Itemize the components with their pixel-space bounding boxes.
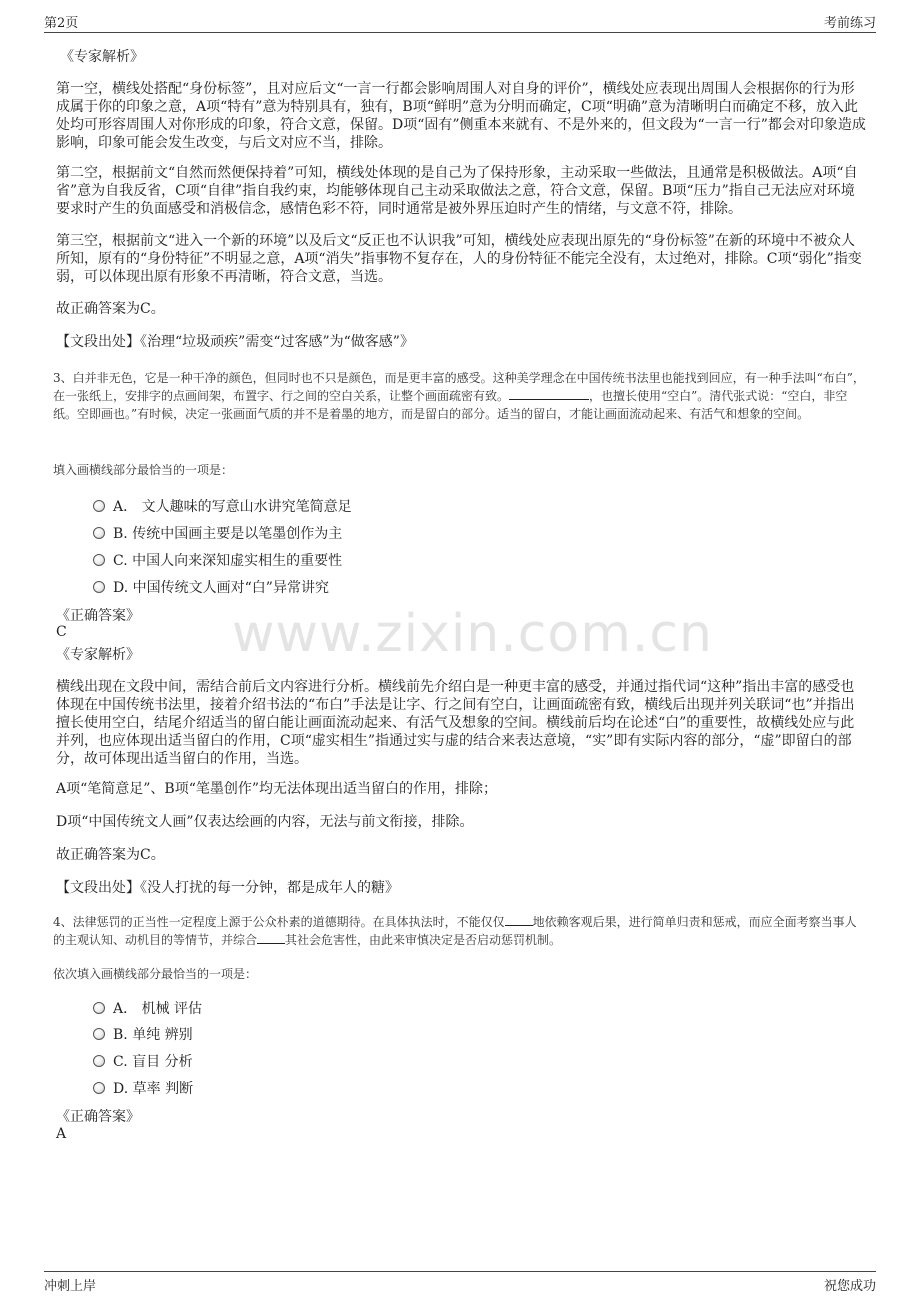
source-citation: 【文段出处】《没人打扰的每一分钟，都是成年人的糖》 (56, 880, 399, 896)
answer-blank (257, 931, 285, 944)
option-b[interactable]: B. 单纯 辨别 (93, 1024, 193, 1044)
radio-icon[interactable] (93, 500, 105, 512)
radio-icon[interactable] (93, 1082, 105, 1094)
question-3-text: 3、白并非无色，它是一种干净的颜色，但同时也不只是颜色，而是更丰富的感受。这种美学理念在中国传统书法里也能找到回应，有一种手法叫“布白”，在一张纸上，安排字的点画间架，布置字、行之间的空白关系，让整个画面疏密有致。 ，也擅长使用“空白”。清代张式说：“空白，非空纸。空即画也。”有时候，决定一张画面气质的并不是着墨的地方，而是留白的部分。适当的留白，才能让画面流动起来、有活气和想象的空间。 (53, 371, 865, 421)
option-d[interactable]: D. 草率 判断 (93, 1078, 193, 1098)
correct-answer-value: C (56, 624, 67, 640)
radio-icon[interactable] (93, 1002, 105, 1014)
option-c[interactable]: C. 中国人向来深知虚实相生的重要性 (93, 550, 342, 570)
option-b[interactable]: B. 传统中国画主要是以笔墨创作为主 (93, 523, 342, 543)
analysis-paragraph: D项“中国传统文人画”仅表达绘画的内容，无法与前文衔接，排除。 (56, 814, 474, 830)
radio-icon[interactable] (93, 554, 105, 566)
footer-right-text: 祝您成功 (823, 1279, 876, 1294)
option-d[interactable]: D. 中国传统文人画对“白”异常讲究 (93, 577, 329, 597)
expert-analysis-label: 《专家解析》 (60, 49, 144, 65)
expert-analysis-label: 《专家解析》 (56, 647, 140, 663)
correct-answer-label: 《正确答案》 (56, 608, 140, 624)
header-title: 考前练习 (823, 16, 876, 31)
footer-left-text: 冲刺上岸 (44, 1279, 97, 1294)
analysis-paragraph: A项“笔简意足”、B项“笔墨创作”均无法体现出适当留白的作用，排除； (56, 781, 498, 797)
analysis-paragraph: 第二空，根据前文“自然而然便保持着”可知，横线处体现的是自己为了保持形象，主动采取一些做法，且通常是积极做法。A项“自省”意为自我反省，C项“自律”指自我约束，均能够体现自己主动采取做法之意，符合文意，保留。B项“压力”指自己无法应对环境要求时产生的负面感受和消极信念，感情色彩不符，同时通常是被外界压迫时产生的情绪，与文意不符，排除。 (56, 165, 858, 217)
radio-icon[interactable] (93, 1055, 105, 1067)
correct-answer-value: A (56, 1126, 67, 1142)
answer-blank (509, 387, 589, 400)
question-prompt: 填入画横线部分最恰当的一项是： (53, 463, 234, 477)
correct-answer-label: 《正确答案》 (56, 1109, 140, 1125)
source-citation: 【文段出处】《治理“垃圾顽疾”需变“过客感”为“做客感”》 (56, 334, 414, 350)
option-a[interactable]: A． 机械 评估 (93, 998, 202, 1018)
question-prompt: 依次填入画横线部分最恰当的一项是： (53, 967, 258, 981)
radio-icon[interactable] (93, 1028, 105, 1040)
answer-statement: 故正确答案为C。 (56, 847, 165, 863)
question-4-text: 4、法律惩罚的正当性一定程度上源于公众朴素的道德期待。在具体执法时，不能仅仅 地依赖客观后果，进行简单归责和惩戒，而应全面考察当事人的主观认知、动机目的等情节，并综合 其社会危害性，由此来审慎决定是否启动惩罚机制。 (53, 915, 857, 947)
analysis-paragraph: 第三空，根据前文“进入一个新的环境”以及后文“反正也不认识我”可知，横线处应表现出原先的“身份标签”在新的环境中不被众人所知，原有的“身份特征”不明显之意，A项“消失”指事物不复存在，人的身份特征不能完全没有，太过绝对，排除。C项“弱化”指变弱，可以体现出原有形象不再清晰，符合文意，当选。 (56, 233, 862, 285)
radio-icon[interactable] (93, 527, 105, 539)
page-header (44, 12, 876, 33)
page-footer (44, 1271, 876, 1294)
watermark: www.zixin.com.cn (232, 604, 713, 664)
option-c[interactable]: C. 盲目 分析 (93, 1051, 193, 1071)
analysis-paragraph: 第一空，横线处搭配“身份标签”，且对应后文“一言一行都会影响周围人对自身的评价”，横线处应表现出周围人会根据你的行为形成属于你的印象之意，A项“特有”意为特别具有，独有，B项“鲜明”意为分明而确定，C项“明确”意为清晰明白而确定不移，放入此处均可形容周围人对你形成的印象，符合文意，保留。D项“固有”侧重本来就有、不是外来的，但文段为“一言一行”都会对印象造成影响，印象可能会发生改变，与后文对应不当，排除。 (56, 81, 866, 151)
option-a[interactable]: A． 文人趣味的写意山水讲究笔简意足 (93, 496, 352, 516)
radio-icon[interactable] (93, 581, 105, 593)
answer-blank (505, 913, 533, 926)
answer-statement: 故正确答案为C。 (56, 301, 165, 317)
analysis-paragraph: 横线出现在文段中间，需结合前后文内容进行分析。横线前先介绍白是一种更丰富的感受，并通过指代词“这种”指出丰富的感受也体现在中国传统书法里，接着介绍书法的“布白”手法是让字、行之间有空白，让画面疏密有致，横线后出现并列关联词“也”并指出擅长使用空白，结尾介绍适当的留白能让画面流动起来、有活气及想象的空间。横线前后均在论述“白”的重要性，故横线处应与此并列，也应体现出适当留白的作用，C项“虚实相生”指通过实与虚的结合来表达意境，“实”即有实际内容的部分，“虚”即留白的部分，故可体现出适当留白的作用，当选。 (56, 679, 855, 767)
page-number: 第2页 (44, 16, 79, 31)
